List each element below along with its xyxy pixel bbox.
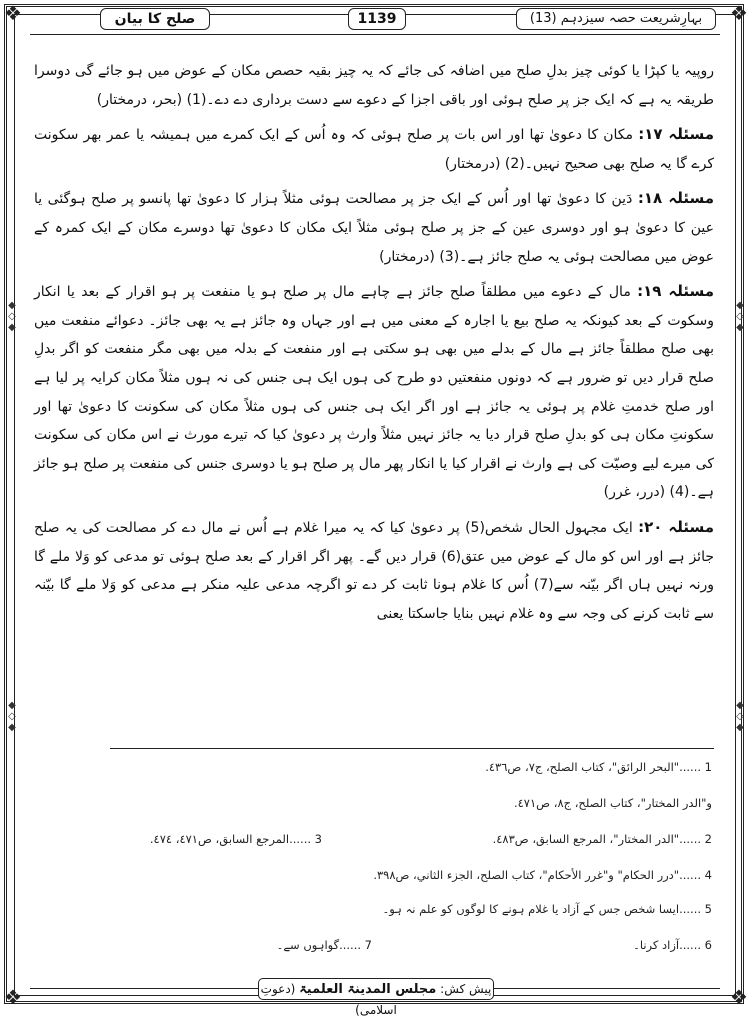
footnote: 1 ......"البحر الرائق"، كتاب الصلح، ج٧، ص٤٣٦. — [485, 760, 712, 774]
paragraph — [34, 513, 714, 628]
paragraph-text: روپیہ یا کپڑا یا کوئی چیز بدلِ صلح میں اضافہ کی جائے کہ یہ چیز بقیہ حصص مکان کے عوض میں ہو جائے گی دوسرا طریقہ یہ ہے کہ ایک جز پر صلح ہوئی اور باقی اجزا کے دعوے سے دست برداری دے دے۔(1) (بحر، درمختار) — [34, 63, 714, 108]
book-title: بہارِشریعت حصہ سیزدہم (13) — [516, 8, 716, 30]
masala-label: مسئلہ ۱۹: — [637, 282, 714, 301]
masala-label: مسئلہ ۲۰: — [638, 517, 715, 536]
side-ornament-icon: ◆ ◇ ◆ — [736, 700, 744, 733]
corner-ornament-icon: ❖ — [4, 985, 22, 1009]
side-ornament-icon: ◆ ◇ ◆ — [8, 300, 16, 333]
footnote: و"الدر المختار"، كتاب الصلح، ج٨، ص٤٧١. — [513, 796, 712, 810]
corner-ornament-icon: ❖ — [4, 1, 22, 25]
footnote: 6 ......آزاد کرنا۔ — [633, 938, 712, 952]
paragraph — [34, 120, 714, 178]
paragraph — [34, 277, 714, 507]
paragraph — [34, 184, 714, 271]
page-number: 1139 — [348, 8, 406, 30]
footnote: 7 ......گواہوں سے۔ — [276, 938, 372, 952]
footnote: 2 ......"الدر المختار"، المرجع السابق، ص٤٨٣. — [492, 832, 712, 846]
side-ornament-icon: ◆ ◇ ◆ — [736, 300, 744, 333]
presenter-label: پیش کش: — [440, 982, 492, 996]
header-rule — [30, 34, 720, 35]
footnote-separator — [110, 748, 714, 749]
paragraph-text: دَین کا دعویٰ تھا اور اُس کے ایک جز پر مصالحت ہوئی مثلاً ہزار کا دعویٰ تھا پانسو پر صلح ہوگئی یا عین کا دعویٰ ہو اور دوسری عین کے جز پر صلح ہوئی مثلاً ایک مکان کا دعویٰ تھا دوسرے مکان کے ایک کمرہ کے عوض میں مصالحت ہوئی یہ صلح جائز ہے۔(3) (درمختار) — [34, 191, 714, 265]
page-header — [30, 6, 720, 34]
main-text — [34, 56, 714, 634]
side-ornament-icon: ◆ ◇ ◆ — [8, 700, 16, 733]
publisher-name: مجلس المدینۃ العلمیۃ — [299, 982, 437, 997]
corner-ornament-icon: ❖ — [730, 1, 748, 25]
masala-label: مسئلہ ۱۷: — [638, 125, 715, 144]
masala-label: مسئلہ ۱۸: — [637, 189, 715, 208]
paragraph — [34, 56, 714, 114]
footnote: 4 ......"درر الحكام" و"غرر الأحكام"، كتاب الصلح، الجزء الثاني، ص٣٩٨. — [373, 868, 712, 882]
publisher-footer — [258, 978, 494, 1017]
chapter-title: صلح کا بیان — [100, 8, 210, 30]
footnote: 5 ......ایسا شخص جس کے آزاد یا غلام ہونے کا لوگوں کو علم نہ ہو۔ — [382, 902, 712, 916]
paragraph-text: مکان کا دعویٰ تھا اور اس بات پر صلح ہوئی کہ وہ اُس کے ایک کمرے میں ہمیشہ یا عمر بھر سکونت کرے گا یہ صلح بھی صحیح نہیں۔(2) (درمختار) — [34, 127, 714, 172]
footnote: 3 ......المرجع السابق، ص٤٧١، ٤٧٤. — [149, 832, 322, 846]
corner-ornament-icon: ❖ — [730, 985, 748, 1009]
paragraph-text: ایک مجہول الحال شخص(5) پر دعویٰ کیا کہ یہ میرا غلام ہے اُس نے مال دے کر مصالحت کی یہ صلح جائز ہے اور اس کو مال کے عوض میں عتق(6) قرار دیں گے۔ پھر اگر اقرار کے بعد صلح ہوئی تو مدعی کو وَلا ملے گا ورنہ نہیں ہاں اگر بیّنہ سے(7) اُس کا غلام ہونا ثابت کر دے تو اگرچہ مدعی علیہ منکر ہے مدعی کو وَلا ملے گا بیّنہ سے ثابت کرنے کی وجہ سے وہ غلام نہیں بنایا جاسکتا یعنی — [34, 519, 715, 622]
paragraph-text: مال کے دعوے میں مطلقاً صلح جائز ہے چاہے مال پر صلح ہو یا منفعت پر ہو اقرار کے بعد یا انکار وسکوت کے بعد کیونکہ یہ صلح بیع یا اجارہ کے معنی میں ہے اور جہاں وہ جائز ہے یہ بھی جائز۔ دعوائے منفعت میں بھی صلح مطلقاً جائز ہے مال کے بدلے میں بھی ہو سکتی ہے اور منفعت کے بدلہ میں بھی مگر منفعت کو اگر بدلِ صلح قرار دیں تو ضرور ہے کہ دونوں منفعتیں دو طرح کی ہوں ایک ہی جنس کی نہ ہوں مثلاً مکان کرایہ پر لیا ہے اور صلح خدمتِ غلام پر ہوئی یہ جائز ہے اور اگر ایک ہی جنس کی ہوں مثلاً مکان کی سکونت کا دعویٰ تھا اور سکونتِ مکان ہی کو بدلِ صلح قرار دیا یہ جائز نہیں مثلاً وارث پر دعویٰ کیا کہ تیرے مورث نے اس مکان کی سکونت کی میرے لیے وصیّت کی ہے وارث نے اقرار کیا یا انکار پھر مال پر صلح ہو یا دوسری جنس کی منفعت پر صلح ہو جائز ہے۔(4) (درر، غرر) — [34, 284, 714, 501]
publisher-note: (دعوتِ اسلامی) — [260, 982, 397, 1017]
